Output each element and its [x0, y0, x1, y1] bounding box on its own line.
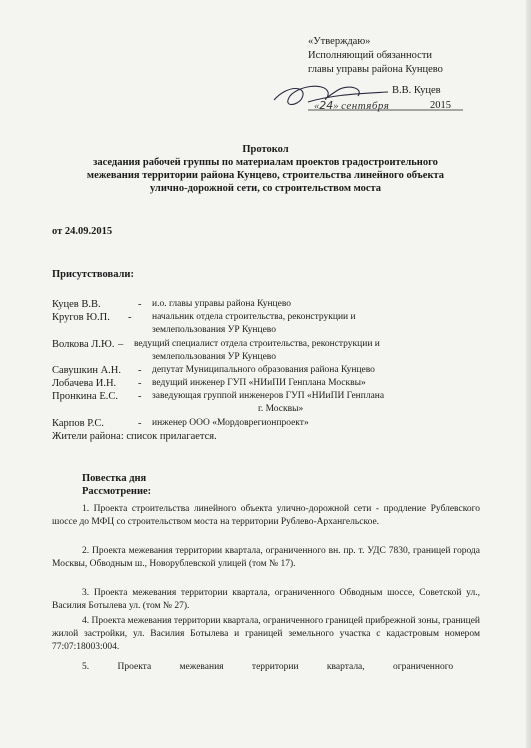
attendee-role: заведующая группой инженеров ГУП «НИиПИ Генплана [152, 391, 385, 401]
attendee-dash: - [128, 312, 132, 323]
attendee-name: Пронкина Е.С. [52, 391, 118, 402]
attendee-name: Лобачева И.Н. [52, 378, 117, 389]
approval-date-month: сентября [341, 100, 390, 112]
agenda-item: 3. Проекта межевания территории квартала, ограниченного Обводным шоссе, Советской ул., Василия Ботылева ул. (том № 27). [52, 588, 480, 611]
attendee-role: ведущий специалист отдела строительства, реконструкции и [134, 339, 380, 349]
approval-position-line1: Исполняющий обязанности [308, 50, 433, 61]
attendee-dash: - [138, 418, 142, 429]
attendee-role-cont: г. Москвы» [258, 404, 304, 414]
residents-note: Жители района: список прилагается. [52, 431, 217, 442]
protocol-date: от 24.09.2015 [52, 226, 113, 237]
approval-signatory: В.В. Куцев [392, 85, 441, 96]
agenda-item: 2. Проекта межевания территории квартала, ограниченного вн. пр. т. УДС 7830, границей города Москвы, Обводным ш., Новорублевской улицей (том № 17). [52, 546, 480, 569]
attendee-dash: - [138, 299, 142, 310]
attendee-role: депутат Муниципального образования района Кунцево [152, 365, 375, 375]
attendee-dash: - [138, 391, 142, 402]
attendee-dash: - [138, 378, 142, 389]
attendee-name: Куцев В.В. [52, 299, 101, 310]
agenda-item: 5. Проекта межевания территории квартала, ограниченного [82, 662, 454, 672]
attendee-role: инженер ООО «Мордоврегионпроект» [152, 418, 309, 428]
agenda-heading: Повестка дня [82, 473, 147, 484]
attendee-name: Кругов Ю.П. [52, 312, 110, 323]
attendee-role: и.о. главы управы района Кунцево [152, 299, 292, 309]
protocol-subtitle-line3: улично-дорожной сети, со строительством моста [149, 183, 382, 194]
approval-date-day: 24 [319, 99, 334, 112]
protocol-title: Протокол [242, 144, 289, 155]
attendee-name: Карпов Р.С. [52, 418, 105, 429]
attendee-dash: – [118, 339, 124, 350]
approval-date-year: 2015 [430, 100, 451, 111]
present-heading: Присутствовали: [52, 269, 134, 280]
agenda-subheading: Рассмотрение: [82, 486, 152, 497]
attendee-name: Волкова Л.Ю. [52, 339, 115, 350]
scan-page-edge [526, 0, 531, 748]
approval-heading: «Утверждаю» [308, 36, 371, 47]
attendee-role-cont: землепользования УР Кунцево [152, 352, 276, 362]
attendee-name: Савушкин А.Н. [52, 365, 121, 376]
protocol-subtitle-line2: межевания территории района Кунцево, строительства линейного объекта [86, 170, 445, 181]
approval-date-handwritten: «24» сентября [314, 99, 390, 112]
approval-position-line2: главы управы района Кунцево [308, 64, 443, 75]
attendee-role: ведущий инженер ГУП «НИиПИ Генплана Москвы» [152, 378, 366, 388]
attendee-dash: - [138, 365, 142, 376]
agenda-item: 4. Проекта межевания территории квартала, ограниченного границей прибрежной зоны, границей жилой застройки, ул. Василия Ботылева и границей земельного участка с кадастровым номером 77:07:18003:004. [52, 616, 480, 652]
attendee-role-cont: землепользования УР Кунцево [152, 325, 276, 335]
agenda-item: 1. Проекта строительства линейного объекта улично-дорожной сети - продление Рублевского шоссе до МФЦ со строительством моста на территории Рублево-Архангельское. [52, 504, 480, 527]
attendee-role: начальник отдела строительства, реконструкции и [152, 312, 356, 322]
protocol-subtitle-line1: заседания рабочей группы по материалам проектов градостроительного [93, 157, 438, 168]
